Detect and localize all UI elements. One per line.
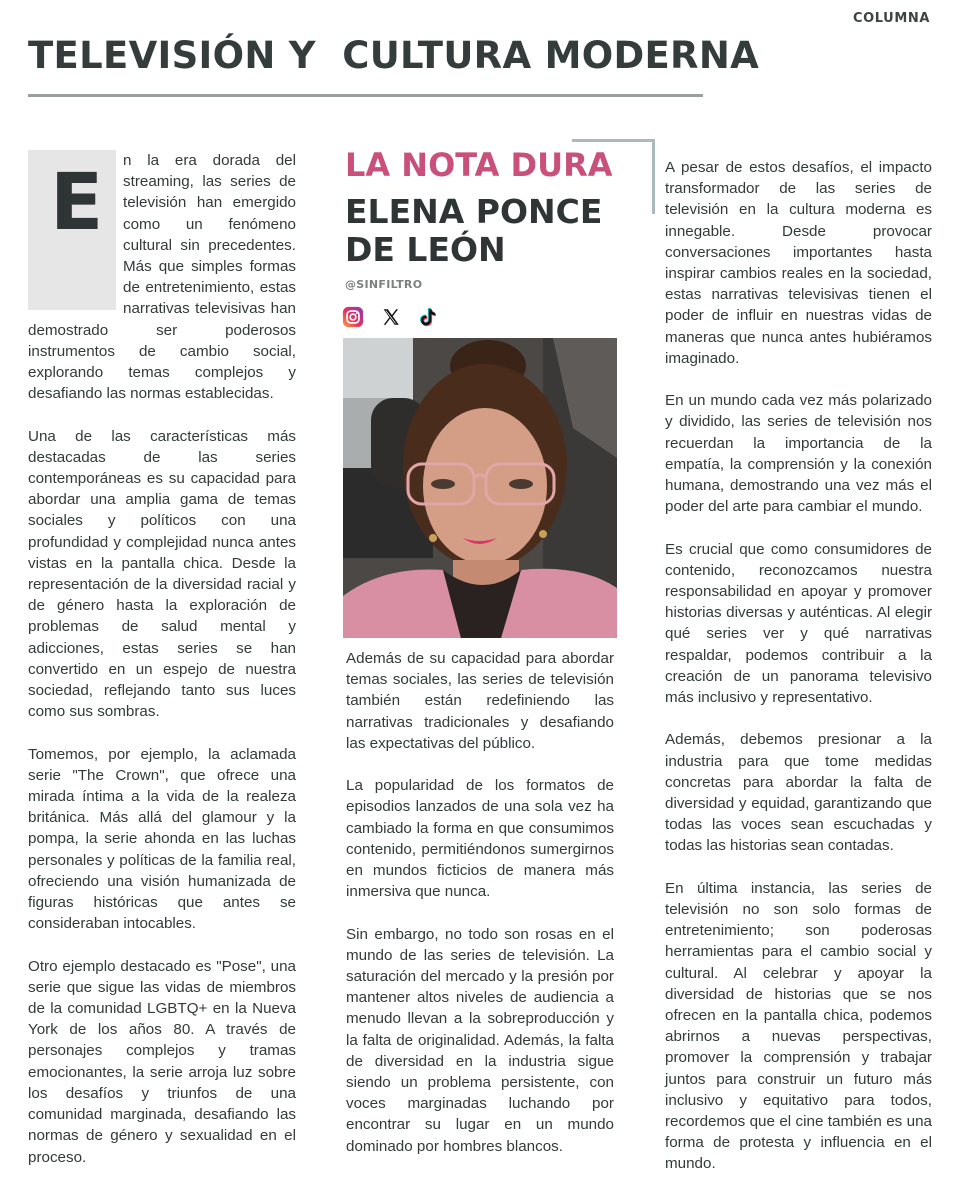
article-column-left — [28, 150, 296, 1189]
paragraph: En un mundo cada vez más polarizado y dividido, las series de televisión nos recuerdan la importancia de la empatía, la comprensión y la conexión humana, demostrando una vez más el poder del arte para cambiar el mundo. — [665, 392, 932, 516]
article-column-right — [665, 157, 932, 1196]
paragraph: En última instancia, las series de televisión no son solo formas de entretenimiento; son poderosas herramientas para el cambio social y cultural. Al celebrar y apoyar la diversidad de historias que se nos ofrecen en la pantalla chica, podemos abrirnos a nuevas perspectivas, promover la comprensión y trabajar juntos para construir un futuro más inclusivo y equitativo para todos, recordemos que el cine también es una forma de protesta y influencia en el mundo. — [665, 879, 932, 1173]
author-portrait-illustration — [343, 338, 617, 638]
paragraph: Además, debemos presionar a la industria para que tome medidas concretas para abordar la falta de diversidad y equidad, garantizando que todas las voces sean escuchadas y todas las historias sean contadas. — [665, 731, 932, 855]
paragraph: Además de su capacidad para abordar temas sociales, las series de televisión también están redefiniendo las narrativas tradicionales y desafiando las expectativas del público. — [346, 650, 614, 752]
author-handle: @SINFILTRO — [345, 278, 423, 291]
author-photo — [343, 338, 617, 638]
x-icon[interactable] — [380, 306, 402, 328]
paragraph: Una de las características más destacadas de las series contemporáneas es su capacidad para abordar una amplia gama de temas sociales y políticos con una profundidad y complejidad nunca antes vistas en la pantalla chica. Desde la representación de la diversidad racial y de género hasta la exploración de problemas de salud mental y adicciones, estas series se han convertido en un espejo de nuestra sociedad, reflejando tanto sus luces como sus sombras. — [28, 427, 296, 721]
headline-divider — [28, 94, 703, 97]
author-name: ELENA PONCE DE LEÓN — [345, 192, 603, 269]
paragraph: A pesar de estos desafíos, el impacto transformador de las series de televisión en la cultura moderna es innegable. Desde provocar conversaciones importantes hasta inspirar cambios reales en la sociedad, estas narrativas televisivas tienen el poder de influir en nuestras vidas de maneras que nunca antes hubiéramos imaginado. — [665, 159, 932, 367]
article-column-middle — [346, 648, 614, 1178]
paragraph: Otro ejemplo destacado es "Pose", una serie que sigue las vidas de miembros de la comunidad LGBTQ+ en la Nueva York de los años 80. A través de personajes complejos y tramas emocionantes, la serie arroja luz sobre los desafíos y triunfos de una comunidad marginada, desafiando las normas de género y sexualidad en el proceso. — [28, 957, 296, 1166]
drop-cap-letter: E — [50, 158, 104, 248]
drop-cap-box — [28, 150, 116, 310]
paragraph: Es crucial que como consumidores de contenido, reconozcamos nuestra responsabilidad en apoyar y promover historias diversas y auténticas. Al elegir qué series ver y qué narrativas respaldar, podemos contribuir a la creación de un panorama televisivo más inclusivo y representativo. — [665, 540, 932, 707]
paragraph-intro: n la era dorada del streaming, las series de televisión han emergido como un fenómeno cultural sin precedentes. Más que simples formas de entretenimiento, estas narrativas televisivas han demostrado ser poderosos instrumentos de cambio social, explorando temas complejos y desafiando las normas establecidas. — [28, 152, 296, 403]
tiktok-icon[interactable] — [416, 306, 438, 328]
paragraph: Sin embargo, no todo son rosas en el mundo de las series de televisión. La saturación del mercado y la presión por mantener altos niveles de audiencia a menudo llevan a la sobreproducción y la falta de originalidad. Además, la falta de diversidad en la industria sigue siendo un problema persistente, con voces marginadas luchando por encontrar su lugar en un mundo dominado por hombres blancos. — [346, 925, 614, 1155]
paragraph: Tomemos, por ejemplo, la aclamada serie "The Crown", que ofrece una mirada íntima a la vida de la realeza británica. Más allá del glamour y la pompa, la serie ahonda en las luchas personales y políticas de la familia real, ofreciendo una visión humanizada de figuras históricas que antes se consideraban intocables. — [28, 745, 296, 933]
paragraph: La popularidad de los formatos de episodios lanzados de una sola vez ha cambiado la forma en que consumimos contenido, permitiéndonos sumergirnos en mundos ficticios de manera más inmersiva que nunca. — [346, 777, 614, 901]
column-title: LA NOTA DURA — [345, 146, 613, 184]
instagram-icon[interactable] — [342, 306, 364, 328]
page-title: TELEVISIÓN Y CULTURA MODERNA — [28, 34, 760, 77]
section-label: COLUMNA — [852, 11, 930, 26]
